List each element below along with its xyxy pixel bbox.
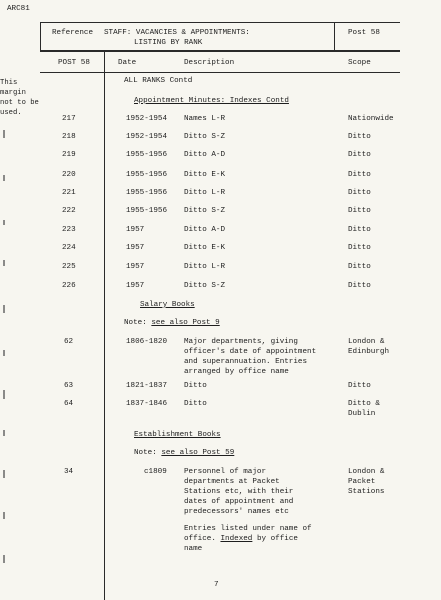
row-scope: Ditto <box>348 382 371 390</box>
binding-mark <box>3 130 5 138</box>
row-desc: arranged by office name <box>184 368 289 376</box>
binding-mark <box>3 305 5 313</box>
row-post: 221 <box>62 189 76 197</box>
header-top-rule <box>40 22 400 23</box>
binding-mark <box>3 512 5 519</box>
header-title-line1: STAFF: VACANCIES & APPOINTMENTS: <box>104 29 250 37</box>
row-desc: Ditto A-D <box>184 226 226 234</box>
establishment-note-link[interactable]: see also Post 59 <box>161 449 235 457</box>
row-desc: departments at Packet <box>184 478 280 486</box>
binding-mark <box>3 555 5 563</box>
salary-note <box>124 318 220 328</box>
binding-mark <box>3 350 5 356</box>
row-date: 1821-1837 <box>126 382 168 390</box>
row-date: 1957 <box>126 282 145 290</box>
row-scope: Ditto <box>348 244 371 252</box>
row-scope: Ditto <box>348 226 371 234</box>
margin-note-1: This <box>0 79 18 87</box>
note-prefix: Note: <box>124 319 147 327</box>
row-desc: Ditto S-Z <box>184 282 226 290</box>
row-desc: Ditto S-Z <box>184 133 226 141</box>
extra-line: name <box>184 545 203 553</box>
header-bottom-rule <box>40 50 400 52</box>
row-date: 1957 <box>126 226 145 234</box>
row-scope: Ditto & <box>348 400 380 408</box>
row-desc: Personnel of major <box>184 468 267 476</box>
row-post: 62 <box>64 338 74 346</box>
row-desc: Ditto <box>184 400 207 408</box>
header-left-rule <box>40 22 41 50</box>
binding-mark <box>3 390 5 399</box>
row-date: 1955-1956 <box>126 171 168 179</box>
row-desc: Stations etc, with their <box>184 488 294 496</box>
salary-note-link[interactable]: see also Post 9 <box>151 319 220 327</box>
row-desc: Ditto L-R <box>184 263 226 271</box>
section-salary-books: Salary Books <box>140 301 195 309</box>
row-desc: Ditto L-R <box>184 189 226 197</box>
row-date: 1955-1956 <box>126 151 168 159</box>
establishment-note <box>134 448 234 458</box>
margin-note-2: margin <box>0 89 26 97</box>
col-date: Date <box>118 59 137 67</box>
row-scope: Ditto <box>348 171 371 179</box>
row-scope: Ditto <box>348 133 371 141</box>
row-scope: Ditto <box>348 189 371 197</box>
row-scope: London & <box>348 338 385 346</box>
row-scope: Packet <box>348 478 376 486</box>
row-desc: Names L-R <box>184 115 226 123</box>
page-number: 7 <box>214 581 219 589</box>
row-scope: Ditto <box>348 263 371 271</box>
col-post: POST 58 <box>58 59 90 67</box>
row-scope: Ditto <box>348 282 371 290</box>
row-desc: Ditto S-Z <box>184 207 226 215</box>
binding-mark <box>3 470 5 478</box>
binding-mark <box>3 175 5 181</box>
row-post: 63 <box>64 382 74 390</box>
row-date: c1809 <box>144 468 167 476</box>
row-scope: Stations <box>348 488 385 496</box>
row-desc: and superannuation. Entries <box>184 358 308 366</box>
extra-line: Entries listed under name of <box>184 525 312 533</box>
row-scope: Nationwide <box>348 115 394 123</box>
indexed-link: Indexed <box>220 535 253 543</box>
header-divider-rule <box>334 22 335 50</box>
row-desc: Ditto E-K <box>184 244 226 252</box>
binding-mark <box>3 260 5 266</box>
row-date: 1955-1956 <box>126 189 168 197</box>
reference-label: Reference <box>52 29 94 37</box>
row-scope: Ditto <box>348 207 371 215</box>
row-post: 220 <box>62 171 76 179</box>
col-scope: Scope <box>348 59 371 67</box>
extra-line-suffix: by office <box>256 535 298 543</box>
row-scope: Dublin <box>348 410 376 418</box>
row-date: 1952-1954 <box>126 115 168 123</box>
row-post: 217 <box>62 115 76 123</box>
row-post: 225 <box>62 263 76 271</box>
row-post: 226 <box>62 282 76 290</box>
row-date: 1952-1954 <box>126 133 168 141</box>
row-post: 218 <box>62 133 76 141</box>
row-scope: London & <box>348 468 385 476</box>
row-post: 34 <box>64 468 74 476</box>
margin-note-4: used. <box>0 109 22 117</box>
binding-mark <box>3 220 5 225</box>
row-scope: Edinburgh <box>348 348 390 356</box>
row-date: 1837-1846 <box>126 400 168 408</box>
header-title-line2: LISTING BY RANK <box>134 39 203 47</box>
row-date: 1806-1820 <box>126 338 168 346</box>
margin-note-3: not to be <box>0 99 39 107</box>
row-post: 222 <box>62 207 76 215</box>
row-desc: officer's date of appointment <box>184 348 317 356</box>
section-appointments: Appointment Minutes: Indexes Contd <box>134 97 289 105</box>
post-column-rule <box>104 50 105 600</box>
row-desc: Ditto <box>184 382 207 390</box>
column-header-rule <box>40 72 400 73</box>
row-post: 224 <box>62 244 76 252</box>
row-date: 1957 <box>126 263 145 271</box>
binding-mark <box>3 430 5 436</box>
doc-code: ARC81 <box>7 5 30 13</box>
row-desc: predecessors' names etc <box>184 508 289 516</box>
row-date: 1957 <box>126 244 145 252</box>
extra-line <box>184 534 298 544</box>
row-desc: Ditto A-D <box>184 151 226 159</box>
row-desc: Ditto E-K <box>184 171 226 179</box>
row-date: 1955-1956 <box>126 207 168 215</box>
row-scope: Ditto <box>348 151 371 159</box>
section-establishment-books: Establishment Books <box>134 431 221 439</box>
extra-line-prefix: office. <box>184 535 216 543</box>
row-desc: Major departments, giving <box>184 338 298 346</box>
section-all-ranks: ALL RANKS Contd <box>124 77 193 85</box>
row-post: 64 <box>64 400 74 408</box>
row-post: 219 <box>62 151 76 159</box>
note-prefix: Note: <box>134 449 157 457</box>
row-desc: dates of appointment and <box>184 498 294 506</box>
header-post-label: Post 58 <box>348 29 380 37</box>
row-post: 223 <box>62 226 76 234</box>
col-description: Description <box>184 59 235 67</box>
